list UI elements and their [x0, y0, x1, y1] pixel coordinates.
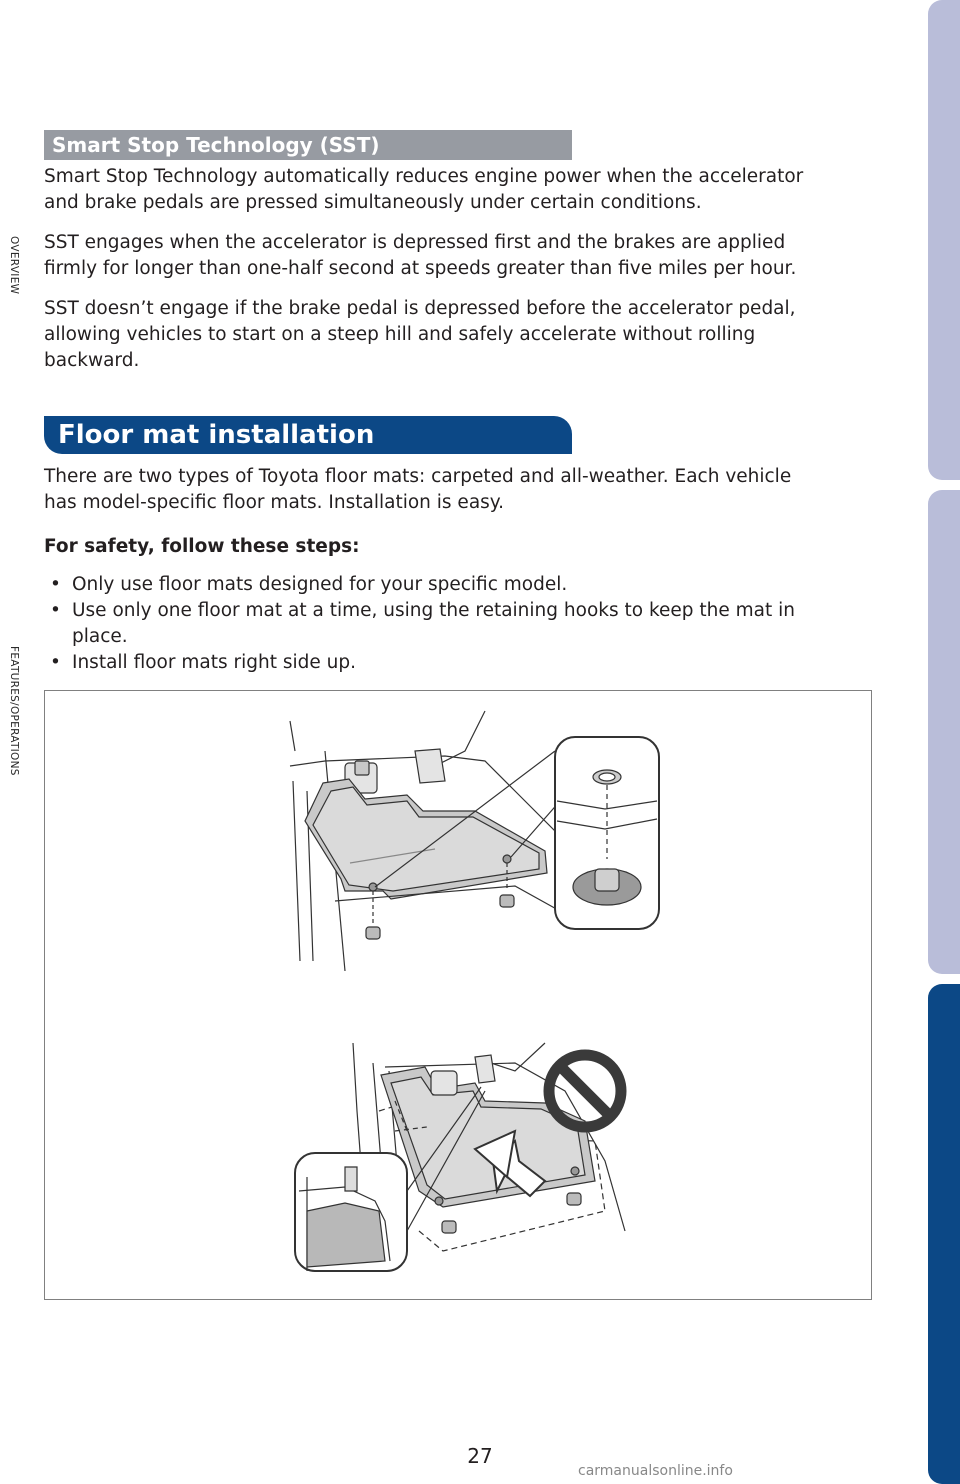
list-item: • Install floor mats right side up.: [50, 652, 356, 673]
paragraph-sst-intro: Smart Stop Technology automatically reduces engine power when the accelerator and brake pedals are pressed simultaneously under certain conditions.: [44, 166, 804, 213]
section-title: Smart Stop Technology (SST): [52, 133, 380, 157]
list-item: • Use only one floor mat at a time, using the retaining hooks to keep the mat in place.: [50, 600, 795, 647]
list-item: • Only use floor mats designed for your specific model.: [50, 574, 568, 595]
paragraph-sst-engages: SST engages when the accelerator is depressed first and the brakes are applied firmly for longer than one-half second at speeds greater than five miles per hour.: [44, 232, 797, 279]
floor-mat-diagram: [45, 691, 871, 1299]
section-header-floor-mat: [44, 416, 572, 454]
safety-steps-list: [44, 572, 874, 676]
section-header-sst: [44, 130, 572, 160]
paragraph-floor-mat-intro: There are two types of Toyota floor mats: carpeted and all-weather. Each vehicle has model-specific floor mats. Installation is easy.: [44, 466, 792, 513]
page-number: 27: [467, 1444, 493, 1468]
safety-steps-heading: For safety, follow these steps:: [44, 536, 360, 557]
tab-label: SAFETY AND EMERGENCY FEATURES: [8, 1182, 20, 1383]
section-title: Floor mat installation: [58, 420, 375, 450]
tab-label: FEATURES/OPERATIONS: [8, 646, 20, 776]
tab-label: OVERVIEW: [8, 236, 20, 295]
paragraph-sst-disengages: SST doesn’t engage if the brake pedal is depressed before the accelerator pedal, allowing vehicles to start on a steep hill and safely accelerate without rolling backward.: [44, 298, 796, 371]
watermark: carmanualsonline.info: [578, 1463, 733, 1479]
floor-mat-illustration: [44, 690, 872, 1300]
